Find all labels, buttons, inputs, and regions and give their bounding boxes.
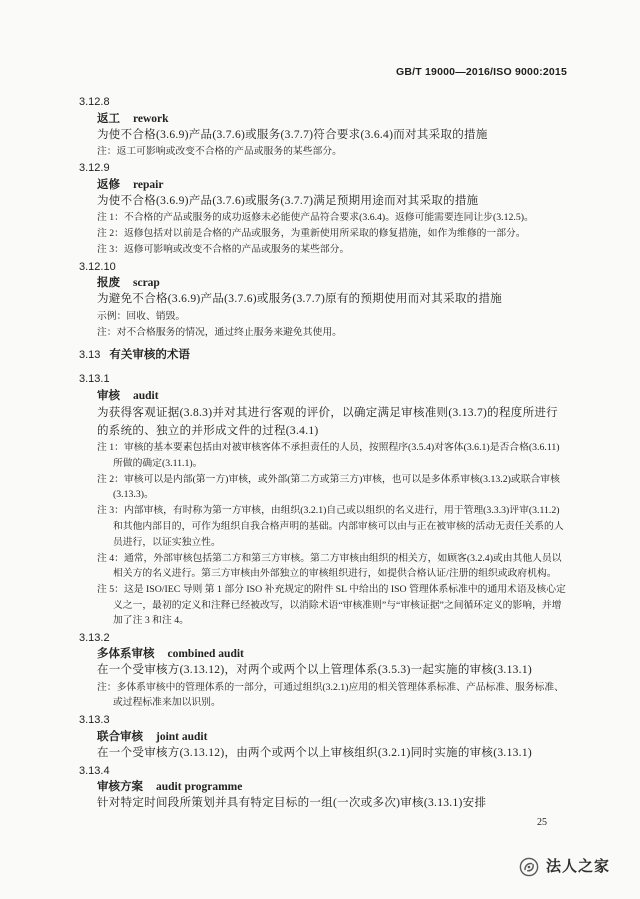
page-number: 25 xyxy=(537,817,547,828)
section-heading xyxy=(79,347,640,363)
note-text: 对不合格服务的情况，通过终止服务来避免其使用。 xyxy=(116,326,342,338)
term-heading xyxy=(97,729,640,745)
term-definition: 在一个受审核方(3.13.12)，对两个或两个以上管理体系(3.5.3)一起实施的审核(3.13.1) xyxy=(97,664,533,677)
note-text: 审核的基本要素包括由对被审核客体不承担责任的人员，按照程序(3.5.4)对客体(3.6.1)是否合格(3.6.11)所做的确定(3.11.1)。 xyxy=(113,442,560,469)
term-chinese: 联合审核 xyxy=(97,730,143,743)
term-definition: 针对特定时间段所策划并具有特定目标的一组(一次或多次)审核(3.13.1)安排 xyxy=(97,797,487,810)
clause-number: 3.13.3 xyxy=(79,714,110,727)
term-definition: 为使不合格(3.6.9)产品(3.7.6)或服务(3.7.7)符合要求(3.6.4)而对其采取的措施 xyxy=(97,128,488,141)
note-label: 注： xyxy=(97,681,117,693)
note-label: 注 2： xyxy=(97,228,124,240)
clause-number: 3.12.9 xyxy=(79,162,110,175)
term-entry-audit-programme xyxy=(0,764,640,813)
note-text: 通常，外部审核包括第二方和第三方审核。第二方审核由组织的相关方，如顾客(3.2.4)或由其他人员以相关方的名义进行。第三方审核由外部独立的审核组织进行，如提供合格认证/注册的组织或政府机构。 xyxy=(113,552,562,580)
term-chinese: 返工 xyxy=(97,112,120,125)
term-english: rework xyxy=(133,112,169,125)
section-number: 3.13 xyxy=(79,349,101,362)
term-note xyxy=(97,325,567,341)
term-english: audit programme xyxy=(156,781,243,794)
term-english: audit xyxy=(133,389,159,402)
note-text: 多体系审核中的管理体系的一部分，可通过组织(3.2.1)应用的相关管理体系标准、产品标准、服务标准、或过程标准来加以识别。 xyxy=(113,681,564,709)
note-label: 注： xyxy=(97,145,117,157)
example-text: 回收、销毁。 xyxy=(126,310,186,322)
term-definition: 在一个受审核方(3.13.12)，由两个或两个以上审核组织(3.2.1)同时实施的审核(3.13.1) xyxy=(97,746,533,759)
term-english: repair xyxy=(133,178,164,191)
note-label: 注： xyxy=(97,326,117,338)
term-note xyxy=(97,551,567,582)
term-note xyxy=(97,680,567,711)
term-note xyxy=(97,503,567,550)
term-note xyxy=(97,472,567,503)
section-title: 有关审核的术语 xyxy=(109,349,190,362)
clause-number: 3.13.1 xyxy=(79,373,110,386)
term-entry-audit xyxy=(0,372,640,629)
term-chinese: 返修 xyxy=(97,178,120,191)
term-heading xyxy=(97,177,640,193)
note-text: 返工可影响或改变不合格的产品或服务的某些部分。 xyxy=(116,145,342,157)
term-entry-joint-audit xyxy=(0,713,640,762)
note-label: 注 2： xyxy=(97,473,124,485)
term-entry-scrap xyxy=(0,260,640,340)
page-content xyxy=(0,95,640,812)
clause-number: 3.13.4 xyxy=(79,764,110,777)
term-entry-repair xyxy=(0,161,640,257)
note-label: 注 5： xyxy=(97,584,124,596)
term-note xyxy=(97,582,567,629)
term-chinese: 审核 xyxy=(97,389,120,402)
clause-number: 3.12.8 xyxy=(79,96,110,108)
term-heading xyxy=(97,646,640,662)
term-note xyxy=(97,242,567,258)
term-heading xyxy=(97,388,640,404)
note-text: 不合格的产品或服务的成功返修未必能使产品符合要求(3.6.4)。返修可能需要连同让步(3.12.5)。 xyxy=(123,212,534,224)
note-label: 注 1： xyxy=(97,212,124,224)
note-text: 返修包括对以前是合格的产品或服务，为重新使用所采取的修复措施，如作为维修的一部分。 xyxy=(123,228,526,240)
clause-number: 3.13.2 xyxy=(79,631,110,644)
term-chinese: 报废 xyxy=(97,277,120,290)
term-example xyxy=(97,309,567,325)
term-heading xyxy=(97,111,640,127)
note-label: 注 4： xyxy=(97,552,124,564)
note-text: 返修可影响或改变不合格的产品或服务的某些部分。 xyxy=(123,244,350,256)
term-heading xyxy=(97,275,640,291)
clause-number: 3.12.10 xyxy=(79,260,116,273)
term-definition: 为获得客观证据(3.8.3)并对其进行客观的评价，以确定满足审核准则(3.13.7)的程度所进行的系统的、独立的并形成文件的过程(3.4.1) xyxy=(97,406,558,437)
term-note xyxy=(97,440,567,471)
term-definition: 为避免不合格(3.6.9)产品(3.7.6)或服务(3.7.7)原有的预期使用而对其采取的措施 xyxy=(97,293,503,306)
watermark xyxy=(519,856,610,878)
wechat-icon-graphic xyxy=(519,857,539,877)
example-label: 示例： xyxy=(97,310,127,322)
term-entry-rework xyxy=(0,95,640,159)
note-text: 这是 ISO/IEC 导则 第 1 部分 ISO 补充规定的附件 SL 中给出的 ISO 管理体系标准中的通用术语及核心定义之一，最初的定义和注释已经被改写，以消除术语“审核准则”与“审核证据”之间循环定义的影响，并增加了注 3 和注 4。 xyxy=(113,584,566,627)
icon-center-dot xyxy=(528,866,531,869)
term-english: scrap xyxy=(133,277,160,290)
note-label: 注 3： xyxy=(97,244,124,256)
term-note xyxy=(97,226,567,242)
term-english: combined audit xyxy=(167,648,244,661)
term-note xyxy=(97,144,567,160)
watermark-text: 法人之家 xyxy=(546,858,611,875)
note-text: 内部审核，有时称为第一方审核，由组织(3.2.1)自己或以组织的名义进行，用于管理(3.3.3)评审(3.11.2)和其他内部目的，可作为组织自我合格声明的基础。内部审核可以由与正在被审核的活动无责任关系的人员进行，以证实独立性。 xyxy=(113,505,564,548)
term-chinese: 多体系审核 xyxy=(97,648,155,661)
term-heading xyxy=(97,779,640,795)
note-text: 审核可以是内部(第一方)审核，或外部(第二方或第三方)审核，也可以是多体系审核(3.13.2)或联合审核(3.13.3)。 xyxy=(113,473,560,501)
term-chinese: 审核方案 xyxy=(97,781,143,794)
note-label: 注 1： xyxy=(97,442,124,454)
term-definition: 为使不合格(3.6.9)产品(3.7.6)或服务(3.7.7)满足预期用途而对其采取的措施 xyxy=(97,194,479,207)
standard-header: GB/T 19000—2016/ISO 9000:2015 xyxy=(396,66,567,78)
term-entry-combined-audit xyxy=(0,631,640,711)
note-label: 注 3： xyxy=(97,505,124,517)
term-note xyxy=(97,210,567,226)
wechat-icon xyxy=(519,857,539,877)
term-english: joint audit xyxy=(156,730,208,743)
